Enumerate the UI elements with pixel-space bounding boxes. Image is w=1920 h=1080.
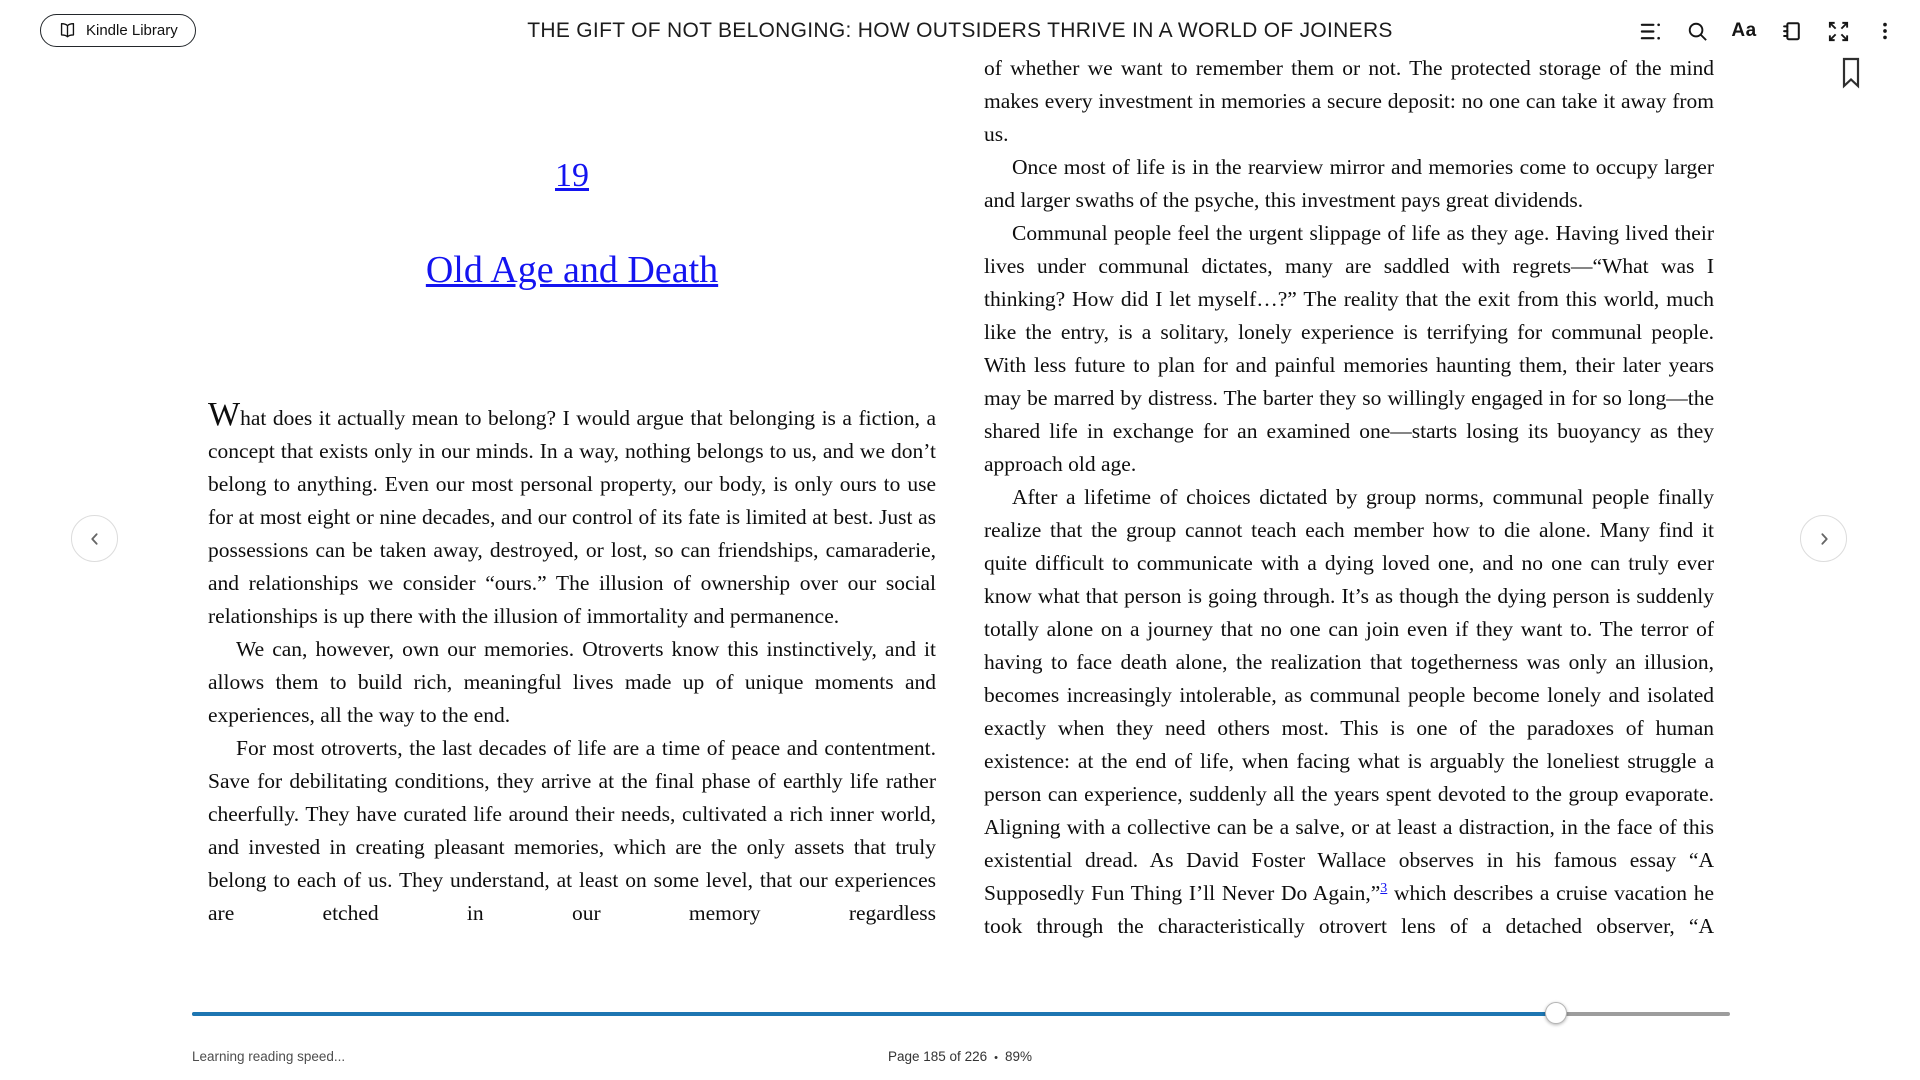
contents-icon [1639,20,1662,43]
paragraph: Once most of life is in the rearview mirror and memories come to occupy larger and larger swaths of the psyche, this investment pays great dividends. [984,155,1714,212]
paragraph [984,481,1714,943]
more-menu-button[interactable] [1872,18,1898,44]
paragraph-text: After a lifetime of choices dictated by group norms, communal people finally realize that the group cannot teach each member how to die alone. Many find it quite difficult to communicate with a dying loved one, and no one can truly ever know what that person is going through. It’s as though the dying person is suddenly totally alone on a journey that no one can join even if they want to. The terror of having to face death alone, the realization that togetherness was only an illusion, becomes increasingly intolerable, as communal people become lonely and isolated exactly when they need others most. This is one of the paradoxes of human existence: at the end of life, when facing what is arguably the loneliest struggle a person can experience, suddenly all the years spent devoted to the group evaporate. Aligning with a collective can be a salve, or at least a distraction, in the face of this existential dread. As David Foster Wallace observes in his famous essay “A Supposedly Fun Thing I’ll Never Do Again,” [984,485,1714,905]
chevron-left-icon [84,528,106,550]
kindle-library-label: Kindle Library [86,22,178,39]
paragraph-text: which describes a cruise vacation he took through the characteristically otrovert lens of a detached observer, “A [984,881,1714,938]
page-layout-button[interactable] [1778,18,1804,44]
font-settings-icon: Aa [1731,20,1757,41]
bookmark-button[interactable] [1840,57,1862,89]
percent-read-label: 89% [1004,1049,1032,1064]
font-settings-button[interactable] [1731,18,1757,44]
more-menu-icon [1874,20,1896,42]
progress-slider-handle[interactable] [1545,1002,1567,1024]
chapter-title-link[interactable]: Old Age and Death [425,249,719,291]
search-icon [1686,20,1709,43]
book-title: THE GIFT OF NOT BELONGING: HOW OUTSIDERS THRIVE IN A WORLD OF JOINERS [527,19,1393,42]
chapter-title [208,248,936,294]
separator-dot: • [994,1052,998,1064]
progress-slider[interactable] [192,1012,1730,1016]
paragraph [208,396,936,633]
bookmark-icon [1840,57,1862,89]
right-text-column [984,52,1714,943]
page-number-label: Page 185 of 226 [888,1049,988,1064]
page-layout-icon [1780,20,1802,42]
reading-speed-status: Learning reading speed... [192,1049,346,1064]
page-position-info [0,1049,1920,1064]
next-page-button[interactable] [1800,515,1847,562]
drop-cap: W [208,396,241,433]
paragraph: Communal people feel the urgent slippage of life as they age. Having lived their lives under communal dictates, many are saddled with regrets—“What was I thinking? How did I let myself…?” The reality that the exit from this world, much like the entry, is a solitary, lonely experience is terrifying for communal people. With less future to plan for and painful memories haunting them, their later years may be marred by distress. The barter they so willingly engaged in for so long—the shared life in exchange for an examined one—starts losing its buoyancy as they approach old age. [984,221,1714,476]
search-button[interactable] [1684,18,1710,44]
paragraph: For most otroverts, the last decades of life are a time of peace and contentment. Save for debilitating conditions, they arrive at the final phase of earthly life rather cheerfully. They have curated life around their needs, cultivated a rich inner world, and invested in creating pleasant memories, which are the only assets that truly belong to each of us. They understand, at least on some level, that our experiences are etched in our memory regardless [208,736,936,925]
fullscreen-icon [1827,20,1850,43]
fullscreen-button[interactable] [1825,18,1851,44]
paragraph: of whether we want to remember them or not. The protected storage of the mind makes every investment in memories a secure deposit: no one can take it away from us. [984,56,1714,146]
left-text-column [208,396,936,930]
chapter-number [208,156,936,197]
footnote-3-link[interactable]: 3 [1380,880,1388,896]
paragraph-text: hat does it actually mean to belong? I would argue that belonging is a fiction, a concept that exists only in our minds. In a way, nothing belongs to us, and we don’t belong to anything. Even our most personal property, our body, is only ours to use for at most eight or nine decades, and our control of its fate is limited at best. Just as possessions can be taken away, destroyed, or lost, so can friendships, camaraderie, and relationships we consider “ours.” The illusion of ownership over our social relationships is up there with the illusion of immortality and permanence. [208,406,936,628]
open-book-icon [58,21,77,40]
previous-page-button[interactable] [71,515,118,562]
paragraph: We can, however, own our memories. Otroverts know this instinctively, and it allows them to build rich, meaningful lives made up of unique moments and experiences, all the way to the end. [208,637,936,727]
kindle-library-button[interactable] [40,14,196,47]
chevron-right-icon [1813,528,1835,550]
contents-button[interactable] [1637,18,1663,44]
progress-fill [192,1012,1556,1016]
chapter-number-link[interactable]: 19 [555,157,589,194]
